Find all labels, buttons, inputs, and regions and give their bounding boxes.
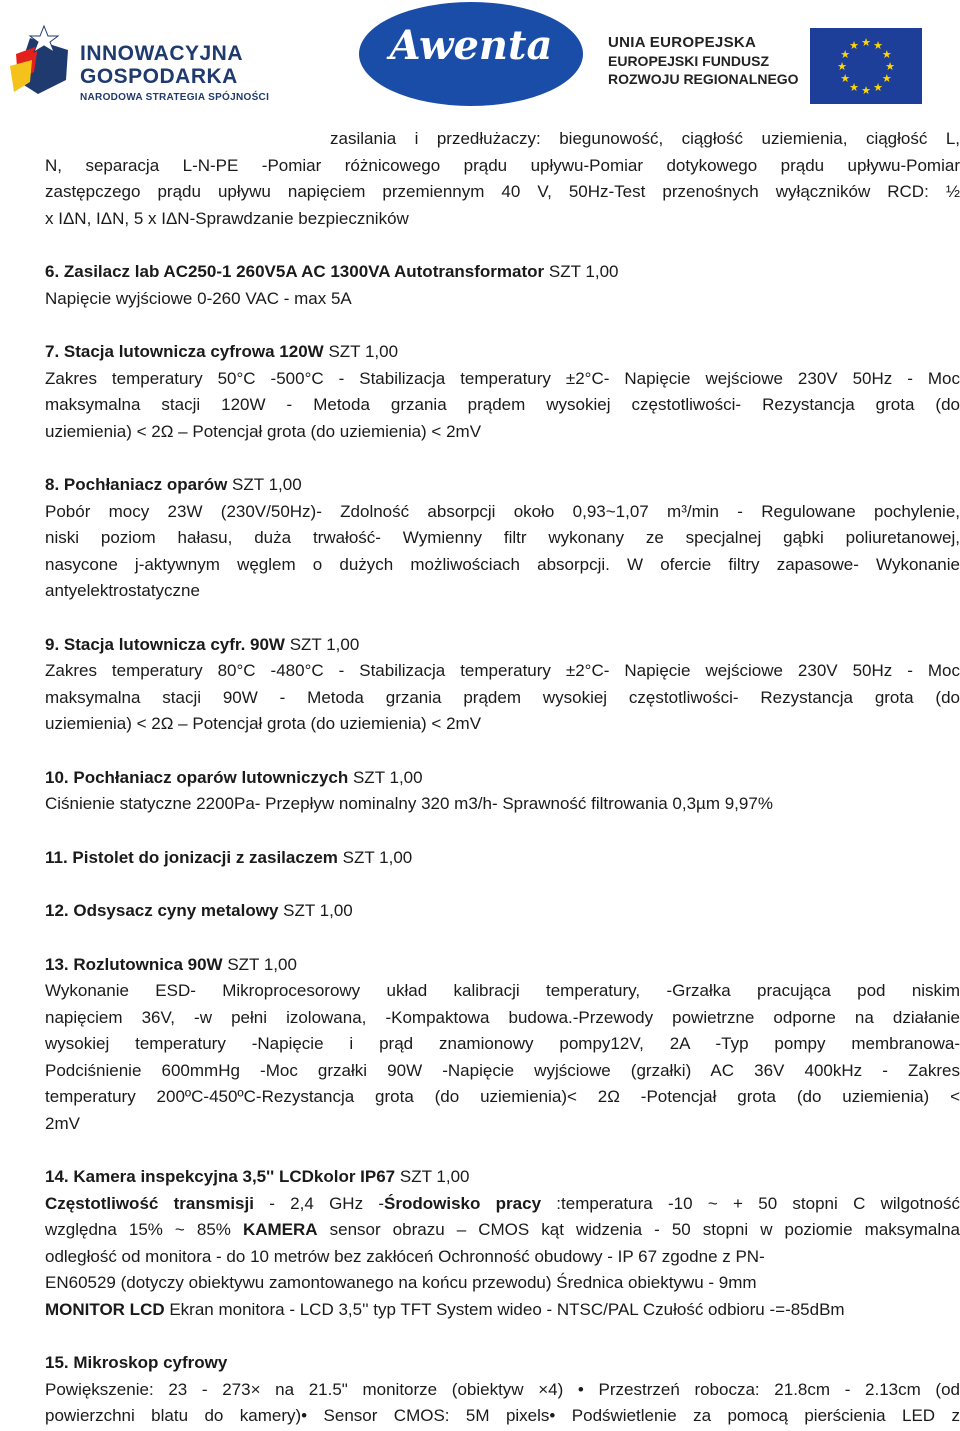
eu-star-icon: ★: [873, 40, 883, 53]
item-description-line: maksymalna stacji 90W - Metoda grzania prądem wysokiej częstotliwości- Rezystancja grota (do: [45, 687, 960, 707]
item-title: 8. Pochłaniacz oparów: [45, 475, 228, 494]
item-description-line: powierzchni blatu do kamery)• Sensor CMOS: 5M pixels• Podświetlenie za pomocą pierścienia LED z: [45, 1406, 960, 1425]
item-description-line: niski poziom hałasu, duża trwałość- Wymienny filtr wykonany ze specjalnej gąbki poliuretanowej,: [45, 528, 960, 547]
logo-line-1: INNOWACYJNA: [80, 42, 244, 65]
item-title: 6. Zasilacz lab AC250-1 260V5A AC 1300VA Autotransformator: [45, 262, 545, 281]
item-heading: [45, 259, 960, 285]
item-heading: [45, 845, 960, 871]
eu-line-3: ROZWOJU REGIONALNEGO: [608, 71, 799, 87]
description-text: odległość od monitora - do 10 metrów bez zakłóceń Ochronność obudowy - IP 67 zgodne z PN-: [45, 1246, 765, 1266]
item-description-line: 2mV: [45, 1113, 80, 1133]
item-title: 12. Odsysacz cyny metalowy: [45, 901, 279, 920]
item-heading: [45, 898, 960, 924]
description-text: sensor obrazu – CMOS kąt widzenia - 50 stopni w poziomie maksymalna: [317, 1220, 960, 1239]
item-description-line: uziemienia) < 2Ω – Potencjał grota (do uziemienia) < 2mV: [45, 714, 482, 733]
item-description-line: Podciśnienie 600mmHg -Moc grzałki 90W -Napięcie wyjściowe (grzałki) AC 36V 400kHz - Zakres: [45, 1060, 960, 1080]
intro-line: x IΔN, IΔN, 5 x IΔN-Sprawdzanie bezpieczników: [45, 208, 409, 228]
item-heading: [45, 1164, 960, 1190]
item-description-line: Powiększenie: 23 - 273× na 21.5" monitorze (obiektyw ×4) • Przestrzeń robocza: 21.8cm - 2.13cm (od: [45, 1379, 960, 1399]
item-heading: [45, 632, 960, 658]
item-description-line: uziemienia) < 2Ω – Potencjał grota (do uziemienia) < 2mV: [45, 421, 482, 441]
intro-line: zasilania i przedłużaczy: biegunowość, ciągłość uziemienia, ciągłość L,: [330, 129, 960, 148]
item-quantity: SZT 1,00: [323, 342, 399, 361]
item-quantity: SZT 1,00: [278, 901, 353, 920]
item-description-line: Zakres temperatury 50°C -500°C - Stabilizacja temperatury ±2°C- Napięcie wejściowe 230V 50Hz - Moc: [45, 368, 960, 388]
bold-label: Środowisko pracy: [384, 1193, 542, 1213]
eu-star-icon: ★: [881, 49, 892, 61]
awenta-wordmark: Awenta: [389, 22, 553, 69]
item-description-line: Wykonanie ESD- Mikroprocesorowy układ kalibracji temperatury, -Grzałka pracująca pod niskim: [45, 981, 960, 1000]
item-quantity: SZT 1,00: [222, 954, 297, 974]
item-description-line: Zakres temperatury 80°C -480°C - Stabilizacja temperatury ±2°C- Napięcie wejściowe 230V 50Hz - Moc: [45, 661, 960, 680]
item-description-line: [45, 1297, 960, 1323]
eu-star-icon: ★: [840, 49, 851, 61]
item-title: 14. Kamera inspekcyjna 3,5'' LCDkolor IP67: [45, 1167, 396, 1186]
item-description-line: nasycone j-aktywnym węglem o dużych możliwościach absorpcji. W ofercie filtry zapasowe- Wykonanie: [45, 554, 960, 574]
description-text: EN60529 (dotyczy obiektywu zamontowanego na końcu przewodu) Średnica obiektywu - 9mm: [45, 1273, 757, 1292]
item-description-line: [45, 1270, 960, 1296]
item-description-line: Pobór mocy 23W (230V/50Hz)- Zdolność absorpcji około 0,93~1,07 m³/min - Regulowane pochylenie,: [45, 501, 960, 521]
item-quantity: SZT 1,00: [227, 475, 302, 494]
page-header: [0, 0, 960, 108]
item-heading: [45, 765, 960, 791]
item-description-line: maksymalna stacji 120W - Metoda grzania prądem wysokiej częstotliwości- Rezystancja grota (do: [45, 395, 960, 414]
item-description-line: [45, 1191, 960, 1217]
eu-line-2: EUROPEJSKI FUNDUSZ: [608, 53, 770, 69]
bold-label: MONITOR LCD: [45, 1299, 165, 1319]
item-description-line: [45, 1217, 960, 1243]
description-text: - 2,4 GHz -: [253, 1193, 385, 1213]
eu-line-1: UNIA EUROPEJSKA: [608, 34, 757, 51]
item-description-line: antyelektrostatyczne: [45, 581, 200, 600]
eu-star-icon: ★: [873, 81, 883, 94]
item-heading: [45, 1350, 960, 1376]
item-quantity: SZT 1,00: [544, 262, 619, 281]
item-heading: [45, 472, 960, 498]
eu-star-icon: ★: [861, 85, 871, 97]
eu-star-icon: ★: [840, 73, 851, 85]
item-quantity: SZT 1,00: [337, 847, 413, 867]
innowacyjna-gospodarka-logo: [8, 20, 278, 104]
eu-flag-icon: [810, 28, 922, 104]
item-quantity: SZT 1,00: [395, 1167, 470, 1186]
item-quantity: SZT 1,00: [348, 767, 423, 787]
item-title: 11. Pistolet do jonizacji z zasilaczem: [45, 847, 338, 867]
item-description-line: Napięcie wyjściowe 0-260 VAC - max 5A: [45, 288, 352, 308]
eu-star-icon: ★: [849, 81, 859, 94]
item-heading: [45, 952, 960, 978]
eu-star-icon: ★: [881, 73, 892, 85]
logo-line-2: GOSPODARKA: [80, 65, 238, 88]
description-text: względna 15% ~ 85%: [45, 1220, 243, 1239]
bold-label: Częstotliwość transmisji: [45, 1193, 254, 1213]
item-description-line: napięciem 36V, -w pełni izolowana, -Kompaktowa budowa.-Przewody powietrzne odporne na działanie: [45, 1007, 960, 1027]
eu-logo: [600, 28, 960, 106]
item-description-line: [45, 1244, 960, 1270]
eu-star-icon: ★: [861, 37, 871, 49]
item-description-line: temperatury 200ºC-450ºC-Rezystancja grota (do uziemienia)< 2Ω -Potencjał grota (do uziemienia) <: [45, 1087, 960, 1106]
awenta-logo: [357, 0, 585, 108]
item-description-line: Ciśnienie statyczne 2200Pa- Przepływ nominalny 320 m3/h- Sprawność filtrowania 0,3µm 9,97%: [45, 794, 773, 813]
item-heading: [45, 339, 960, 365]
logo-line-3: NARODOWA STRATEGIA SPÓJNOŚCI: [80, 92, 270, 103]
item-quantity: SZT 1,00: [284, 634, 360, 654]
eu-star-icon: ★: [849, 40, 859, 53]
item-title: 7. Stacja lutownicza cyfrowa 120W: [45, 342, 324, 361]
eu-star-icon: ★: [885, 61, 895, 73]
item-title: 9. Stacja lutownicza cyfr. 90W: [45, 634, 285, 654]
eu-star-icon: ★: [837, 61, 847, 73]
intro-line: zastępczego prądu upływu napięciem przemiennym 40 V, 50Hz-Test przenośnych wyłączników RCD: ½: [45, 182, 960, 201]
item-title: 13. Rozlutownica 90W: [45, 954, 223, 974]
item-description-line: wysokiej temperatury -Napięcie i prąd znamionowy pompy12V, 2A -Typ pompy membranowa-: [45, 1034, 960, 1053]
ig-star-icon: [8, 20, 78, 102]
intro-line: N, separacja L-N-PE -Pomiar różnicowego prądu upływu-Pomiar dotykowego prądu upływu-Pomiar: [45, 155, 960, 175]
item-title: 15. Mikroskop cyfrowy: [45, 1353, 228, 1372]
item-title: 10. Pochłaniacz oparów lutowniczych: [45, 767, 349, 787]
description-text: :temperatura -10 ~ + 50 stopni C wilgotność: [541, 1193, 960, 1213]
bold-label: KAMERA: [242, 1220, 318, 1239]
description-text: Ekran monitora - LCD 3,5'' typ TFT System wideo - NTSC/PAL Czułość odbioru -=-85dBm: [164, 1299, 845, 1319]
